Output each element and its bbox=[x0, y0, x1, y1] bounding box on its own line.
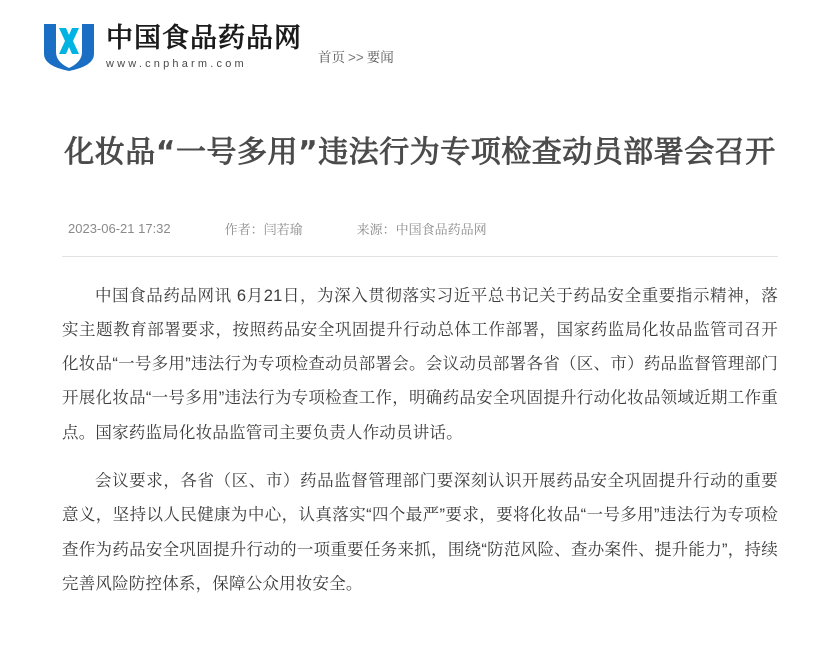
logo-text-block bbox=[106, 22, 302, 70]
article-paragraph: 中国食品药品网讯 6月21日，为深入贯彻落实习近平总书记关于药品安全重要指示精神，落实主题教育部署要求，按照药品安全巩固提升行动总体工作部署，国家药监局化妆品监管司召开化妆品“一号多用”违法行为专项检查动员部署会。会议动员部署各省（区、市）药品监督管理部门开展化妆品“一号多用”违法行为专项检查工作，明确药品安全巩固提升行动化妆品领域近期工作重点。国家药监局化妆品监管司主要负责人作动员讲话。 bbox=[62, 286, 778, 442]
cnpharm-logo-icon bbox=[42, 22, 96, 72]
article-paragraph: 会议要求，各省（区、市）药品监督管理部门要深刻认识开展药品安全巩固提升行动的重要意义，坚持以人民健康为中心，认真落实“四个最严”要求，要将化妆品“一号多用”违法行为专项检查作为药品安全巩固提升行动的一项重要任务来抓，围绕“防范风险、查办案件、提升能力”，持续完善风险防控体系，保障公众用妆安全。 bbox=[62, 472, 778, 593]
article-container bbox=[0, 130, 840, 601]
logo-site-name: 中国食品药品网 bbox=[106, 22, 302, 54]
breadcrumb-current-link[interactable]: 要闻 bbox=[366, 50, 394, 65]
page-title: 化妆品“一号多用”违法行为专项检查动员部署会召开 bbox=[64, 135, 776, 170]
logo-site-url: www.cnpharm.com bbox=[106, 57, 247, 70]
article-meta bbox=[62, 219, 778, 238]
breadcrumb-home-link[interactable]: 首页 bbox=[318, 50, 345, 65]
breadcrumb bbox=[318, 46, 394, 66]
article-date: 2023-06-21 17:32 bbox=[68, 220, 171, 236]
article-author: 作者：闫若瑜 bbox=[224, 221, 303, 237]
article-body bbox=[62, 279, 778, 602]
breadcrumb-separator: >> bbox=[348, 50, 364, 65]
site-header bbox=[0, 0, 840, 72]
article-source: 来源：中国食品药品网 bbox=[356, 221, 487, 237]
meta-divider bbox=[62, 256, 778, 257]
site-logo[interactable] bbox=[42, 22, 302, 72]
